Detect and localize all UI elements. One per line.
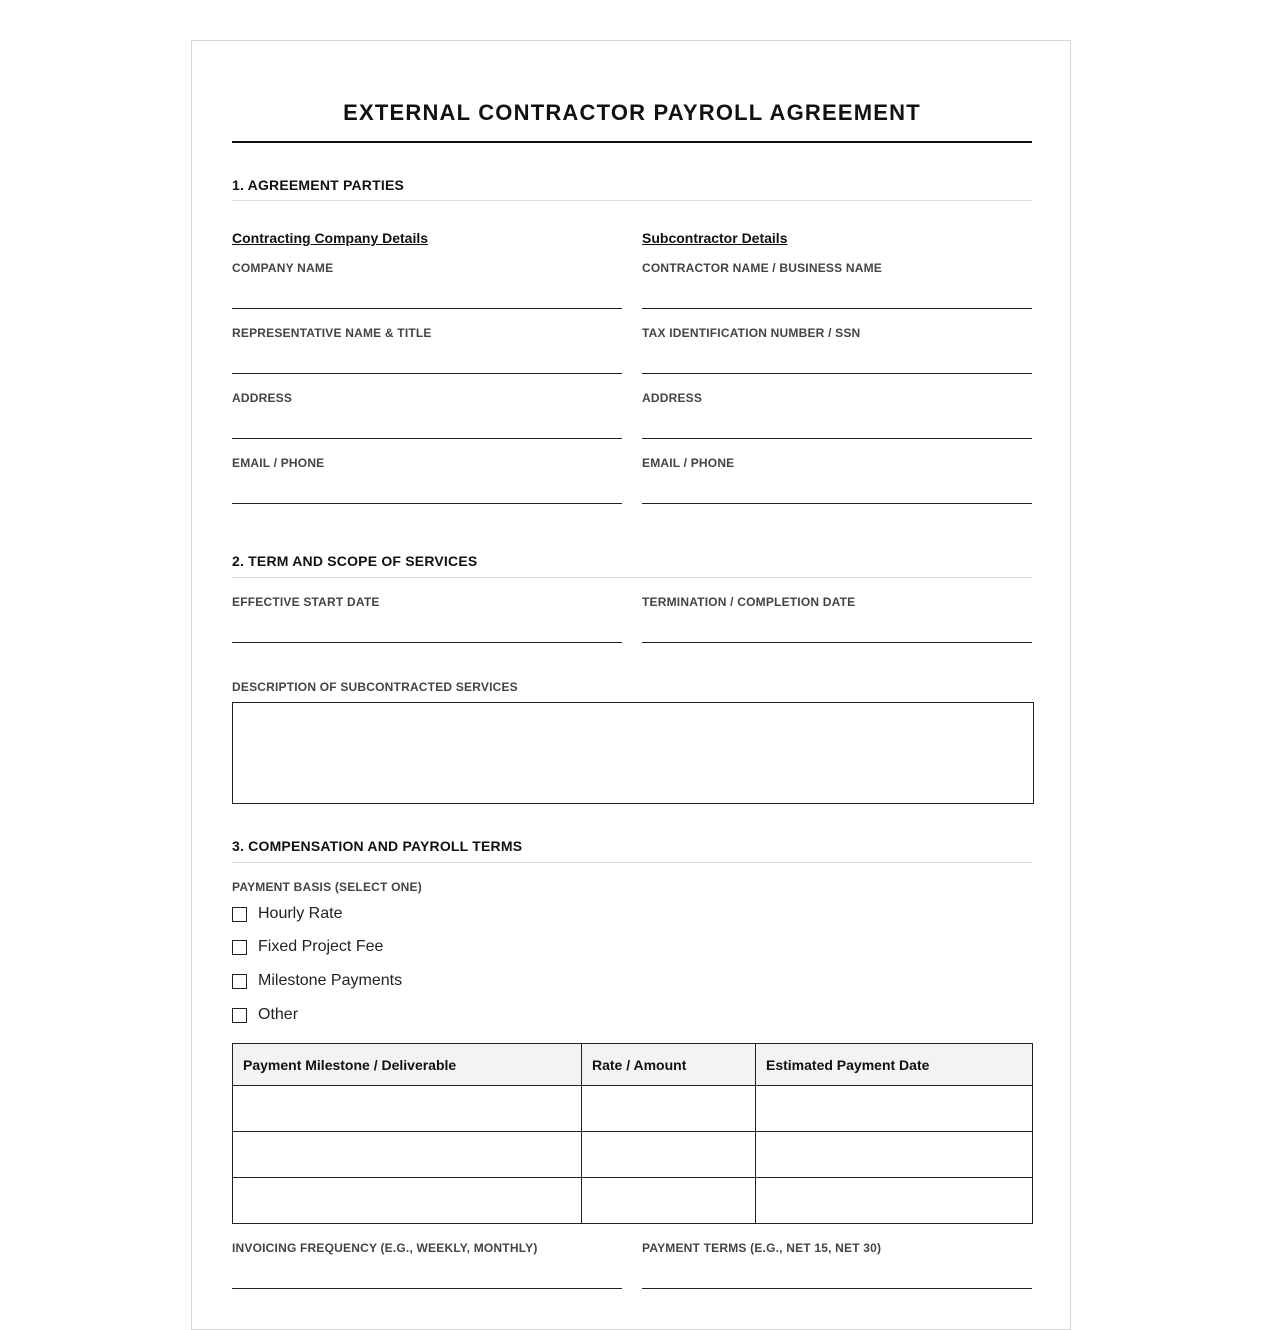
option-label: Hourly Rate [258, 905, 343, 922]
table-cell[interactable] [582, 1178, 756, 1224]
table-cell[interactable] [233, 1132, 582, 1178]
company-address-field[interactable] [232, 438, 622, 439]
subcontractor-details-heading: Subcontractor Details [642, 230, 788, 246]
end-date-field[interactable] [642, 642, 1032, 643]
option-label: Fixed Project Fee [258, 938, 384, 955]
document-title: EXTERNAL CONTRACTOR PAYROLL AGREEMENT [343, 100, 921, 125]
title-divider [232, 141, 1032, 143]
section-3-title: 3. COMPENSATION AND PAYROLL TERMS [232, 838, 523, 854]
contractor-address-label: ADDRESS [642, 391, 703, 405]
tax-id-field[interactable] [642, 373, 1032, 374]
representative-field[interactable] [232, 373, 622, 374]
section-3-divider [232, 862, 1032, 863]
table-cell[interactable] [233, 1086, 582, 1132]
start-date-label: EFFECTIVE START DATE [232, 595, 380, 609]
column-header-payment-date: Estimated Payment Date [756, 1044, 1033, 1086]
table-cell[interactable] [582, 1132, 756, 1178]
company-details-heading: Contracting Company Details [232, 230, 429, 246]
table-cell[interactable] [756, 1178, 1033, 1224]
end-date-label: TERMINATION / COMPLETION DATE [642, 595, 856, 609]
invoicing-frequency-field[interactable] [232, 1288, 622, 1289]
checkbox[interactable] [232, 974, 247, 989]
start-date-field[interactable] [232, 642, 622, 643]
payment-terms-label: PAYMENT TERMS (E.G., NET 15, NET 30) [642, 1241, 882, 1255]
section-2-title: 2. TERM AND SCOPE OF SERVICES [232, 553, 478, 569]
services-description-textarea[interactable] [232, 702, 1034, 804]
contractor-email-phone-label: EMAIL / PHONE [642, 456, 735, 470]
option-fixed-project-fee[interactable] [232, 938, 383, 956]
company-address-label: ADDRESS [232, 391, 293, 405]
option-hourly-rate[interactable] [232, 905, 342, 923]
contractor-address-field[interactable] [642, 438, 1032, 439]
column-header-milestone: Payment Milestone / Deliverable [233, 1044, 582, 1086]
table-cell[interactable] [233, 1178, 582, 1224]
section-1-divider [232, 200, 1032, 201]
section-2-divider [232, 577, 1032, 578]
option-other[interactable] [232, 1006, 298, 1024]
table-cell[interactable] [582, 1086, 756, 1132]
company-email-phone-label: EMAIL / PHONE [232, 456, 325, 470]
table-row [233, 1086, 1033, 1132]
payment-basis-label: PAYMENT BASIS (SELECT ONE) [232, 880, 422, 894]
option-label: Other [258, 1006, 299, 1023]
checkbox[interactable] [232, 940, 247, 955]
services-description-label: DESCRIPTION OF SUBCONTRACTED SERVICES [232, 680, 518, 694]
invoicing-frequency-label: INVOICING FREQUENCY (E.G., WEEKLY, MONTHLY) [232, 1241, 538, 1255]
option-milestone-payments[interactable] [232, 972, 402, 990]
table-cell[interactable] [756, 1086, 1033, 1132]
company-name-label: COMPANY NAME [232, 261, 334, 275]
column-header-rate: Rate / Amount [582, 1044, 756, 1086]
contractor-email-phone-field[interactable] [642, 503, 1032, 504]
payment-terms-field[interactable] [642, 1288, 1032, 1289]
section-1-title: 1. AGREEMENT PARTIES [232, 177, 405, 193]
company-email-phone-field[interactable] [232, 503, 622, 504]
contractor-name-label: CONTRACTOR NAME / BUSINESS NAME [642, 261, 882, 275]
contractor-name-field[interactable] [642, 308, 1032, 309]
company-name-field[interactable] [232, 308, 622, 309]
option-label: Milestone Payments [258, 972, 403, 989]
checkbox[interactable] [232, 907, 247, 922]
tax-id-label: TAX IDENTIFICATION NUMBER / SSN [642, 326, 861, 340]
table-header-row [233, 1044, 1033, 1086]
table-row [233, 1132, 1033, 1178]
representative-label: REPRESENTATIVE NAME & TITLE [232, 326, 432, 340]
payment-milestone-table [232, 1043, 1033, 1224]
checkbox[interactable] [232, 1008, 247, 1023]
table-row [233, 1178, 1033, 1224]
table-cell[interactable] [756, 1132, 1033, 1178]
document-page [191, 40, 1071, 1330]
